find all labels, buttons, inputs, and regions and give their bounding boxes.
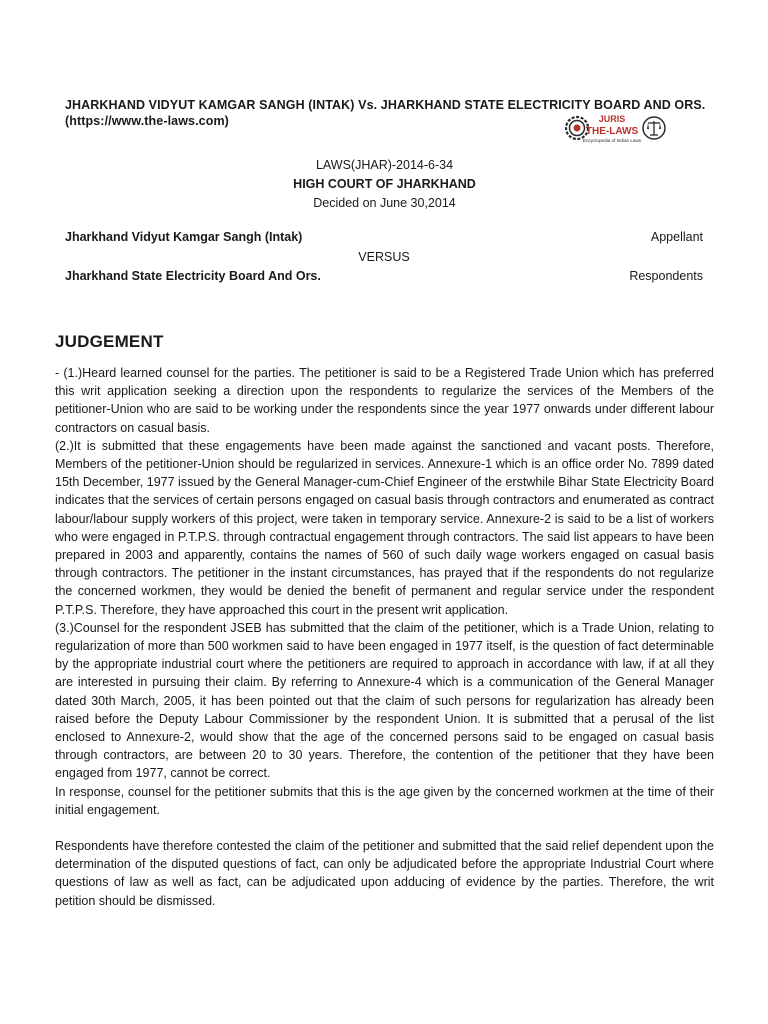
appellant-name: Jharkhand Vidyut Kamgar Sangh (Intak): [65, 230, 303, 244]
appellant-row: [65, 228, 703, 248]
respondent-role: Respondents: [629, 269, 703, 283]
paragraph: - (1.)Heard learned counsel for the parties. The petitioner is said to be a Registered Trade Union which has preferred this writ application seeking a direction upon the respondents to regularize the services of the Members of the petitioner-Union who are said to be working under the respondents since the year 1977 onwards under different labour contractors on casual basis.: [55, 366, 714, 435]
juris-the-laws-logo: [563, 110, 703, 148]
parties-block: [65, 228, 703, 287]
case-title: JHARKHAND VIDYUT KAMGAR SANGH (INTAK) Vs. JHARKHAND STATE ELECTRICITY BOARD AND ORS.: [65, 98, 706, 112]
paragraph: (3.)Counsel for the respondent JSEB has submitted that the claim of the petitioner, which is a Trade Union, relating to regularization of more than 500 workmen said to have been engaged in 1977 itself, is the question of fact determinable by the appropriate industrial court where the petitioners are required to approach in accordance with law, if at all they are interested in pursuing their claim. By referring to Annexure-4 which is a communication of the General Manager dated 30th March, 2005, it has been pointed out that the claim of such persons for regularization has already been raised before the Deputy Labour Commissioner by the respondent Union. It is submitted that a perusal of the list enclosed to Annexure-2, would show that the age of the concerned persons said to be engaged on casual basis through contractors, are between 20 to 30 years. Therefore, the contention of the petitioner that they have been engaged from 1977, cannot be correct.: [55, 620, 714, 781]
decision-date: Decided on June 30,2014: [313, 196, 456, 210]
paragraph: In response, counsel for the petitioner submits that this is the age given by the concerned workmen at the time of their initial engagement.: [55, 784, 714, 817]
case-citation: LAWS(JHAR)-2014-6-34: [315, 158, 454, 172]
document-page: [55, 0, 714, 1024]
judgement-body: [55, 364, 714, 910]
paragraph: Respondents have therefore contested the claim of the petitioner and submitted that the said relief dependent upon the determination of the disputed questions of fact, can only be adjudicated before the appropriate Industrial Court where questions of law as well as fact, can be adjudicated upon adducing of evidence by the parties. Therefore, the writ petition should be dismissed.: [55, 839, 714, 908]
logo-line2: THE-LAWS: [585, 126, 639, 137]
source-url[interactable]: (https://www.the-laws.com): [65, 114, 229, 128]
logo-tagline: Encyclopedia of Indian Laws: [582, 138, 642, 143]
appellant-role: Appellant: [650, 230, 703, 244]
court-name: HIGH COURT OF JHARKHAND: [293, 177, 476, 191]
respondent-row: [65, 267, 703, 287]
gear-emblem-icon: [566, 117, 588, 139]
logo-line1: JURIS: [598, 114, 626, 124]
versus-label: VERSUS: [358, 249, 410, 264]
scales-of-justice-icon: [643, 117, 665, 139]
paragraph: (2.)It is submitted that these engagements have been made against the sanctioned and vacant posts. Therefore, Members of the petitioner-Union should be regularized in services. Annexure-1 which is an office order No. 7899 dated 15th December, 1977 issued by the General Manager-cum-Chief Engineer of the erstwhile Bihar State Electricity Board indicates that the services of certain persons engaged on casual basis through contractors and enumerated as contract labour/labour supply workers of this project, were taken in temporary service. Annexure-2 is said to be a list of workers who were engaged in P.T.P.S. through contractual engagement through contractors. The said list appears to have been prepared in 2003 and apparently, contains the names of 560 of such daily wage workers engaged on casual basis through contractors. The petitioner in the instant circumstances, has prayed that if the respondents do not regularize the concerned workmen, they would be denied the benefit of permanent and regular service under the respondent P.T.P.S. Therefore, they have approached this court in the present writ application.: [55, 438, 714, 617]
respondent-name: Jharkhand State Electricity Board And Ors.: [65, 269, 321, 283]
case-metadata: [55, 156, 714, 213]
judgement-heading: JUDGEMENT: [55, 332, 164, 351]
